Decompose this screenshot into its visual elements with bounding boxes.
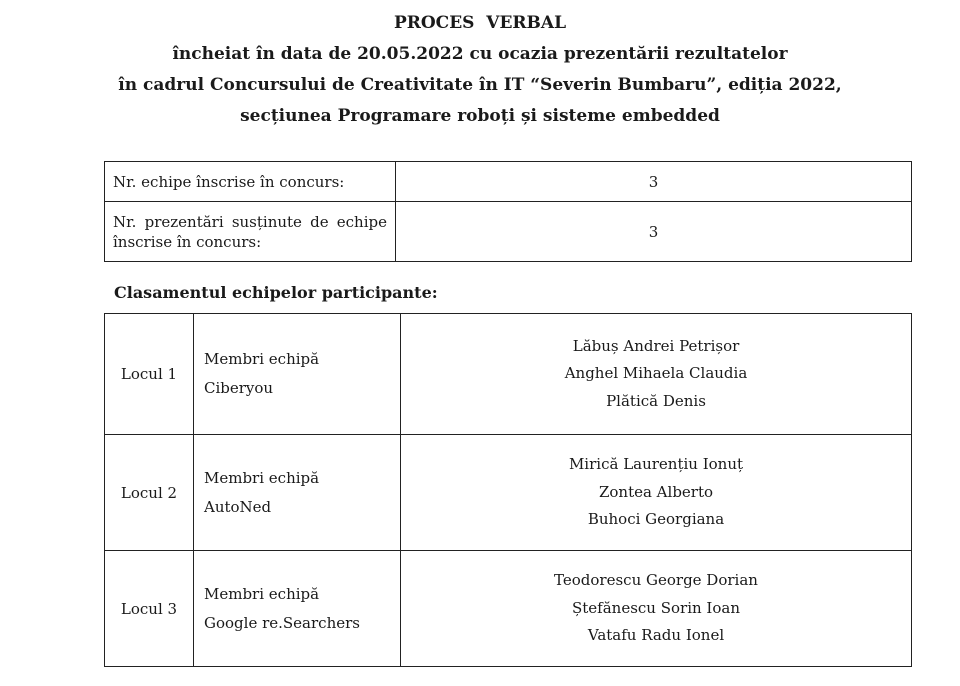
member-name: Vatafu Radu Ionel bbox=[587, 626, 725, 645]
team-name: AutoNed bbox=[204, 497, 272, 516]
team-name: Ciberyou bbox=[204, 379, 274, 397]
ranking-table bbox=[104, 313, 912, 667]
members-label: Membri echipă bbox=[204, 468, 320, 487]
member-name: Teodorescu George Dorian bbox=[554, 571, 758, 590]
stats-label: Nr. prezentări susținute de echipe înscrise în concurs: bbox=[105, 202, 396, 262]
ranking-row bbox=[105, 551, 912, 667]
place-label: Locul 2 bbox=[105, 435, 194, 551]
ranking-row bbox=[105, 435, 912, 551]
member-name: Zontea Alberto bbox=[598, 482, 714, 501]
stats-row-presentations bbox=[105, 202, 912, 262]
ranking-title: Clasamentul echipelor participante: bbox=[114, 283, 438, 302]
ranking-row bbox=[105, 314, 912, 435]
team-cell bbox=[194, 435, 401, 551]
team-cell bbox=[194, 551, 401, 667]
document-header bbox=[0, 8, 960, 132]
stats-value: 3 bbox=[396, 162, 912, 202]
header-line-contest: în cadrul Concursului de Creativitate în IT “Severin Bumbaru”, ediția 2022, bbox=[118, 75, 842, 95]
place-label: Locul 1 bbox=[105, 314, 194, 435]
member-name: Lăbuș Andrei Petrișor bbox=[572, 336, 740, 355]
member-name: Buhoci Georgiana bbox=[587, 510, 725, 529]
document-title: PROCES VERBAL bbox=[393, 13, 567, 33]
team-cell bbox=[194, 314, 401, 435]
members-cell bbox=[401, 435, 912, 551]
stats-row-teams bbox=[105, 162, 912, 202]
place-label: Locul 3 bbox=[105, 551, 194, 667]
member-name: Ștefănescu Sorin Ioan bbox=[571, 598, 740, 617]
header-line-date: încheiat în data de 20.05.2022 cu ocazia prezentării rezultatelor bbox=[172, 44, 788, 64]
member-name: Anghel Mihaela Claudia bbox=[564, 364, 748, 383]
members-label: Membri echipă bbox=[204, 350, 320, 368]
member-name: Mirică Laurențiu Ionuț bbox=[568, 455, 744, 474]
header-line-section: secțiunea Programare roboți și sisteme embedded bbox=[240, 106, 720, 126]
stats-value: 3 bbox=[396, 202, 912, 262]
members-label: Membri echipă bbox=[204, 584, 320, 603]
members-cell bbox=[401, 314, 912, 435]
members-cell bbox=[401, 551, 912, 667]
stats-table bbox=[104, 161, 912, 262]
member-name: Plătică Denis bbox=[606, 391, 706, 410]
team-name: Google re.Searchers bbox=[204, 613, 360, 632]
stats-label: Nr. echipe înscrise în concurs: bbox=[105, 162, 396, 202]
